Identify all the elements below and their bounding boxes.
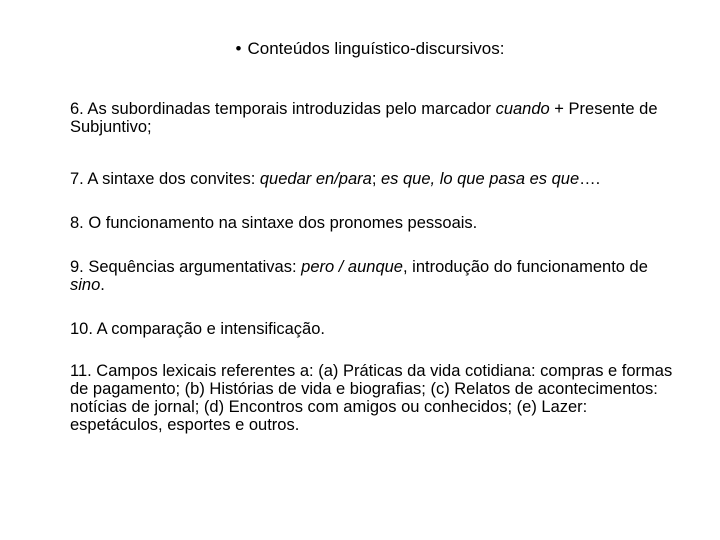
list-item-8 xyxy=(70,214,680,232)
italic-term: quedar en/para xyxy=(259,170,372,188)
item-text: 11. Campos lexicais referentes a: (a) Práticas da vida cotidiana: compras e formas de pagamento; (b) Histórias de vida e biografias; (c) Relatos de acontecimentos: notícias de jornal; (d) Encontros com amigos ou conhecidos; (e) Lazer: espetáculos, esportes e outros. xyxy=(70,362,673,434)
bullet-icon: • xyxy=(235,39,242,58)
italic-term: es que, lo que pasa es que xyxy=(380,170,580,188)
item-text: 7. A sintaxe dos convites: xyxy=(70,170,260,188)
list-item-10 xyxy=(70,320,680,338)
list-item-9 xyxy=(70,258,680,294)
list-item-6 xyxy=(70,100,680,136)
item-text: 8. O funcionamento na sintaxe dos pronomes pessoais. xyxy=(70,214,478,232)
item-text: …. xyxy=(579,170,601,188)
item-text: 6. As subordinadas temporais introduzidas pelo marcador xyxy=(70,100,496,118)
italic-term: pero / aunque xyxy=(301,258,403,276)
item-text: , introdução do funcionamento de xyxy=(402,258,648,276)
list-item-11 xyxy=(70,362,680,434)
item-text: 10. A comparação e intensificação. xyxy=(70,320,325,338)
italic-term: sino xyxy=(70,276,101,294)
slide-heading xyxy=(0,38,720,60)
list-item-7 xyxy=(70,170,680,188)
italic-term: cuando xyxy=(495,100,550,118)
item-text: ; xyxy=(371,170,381,188)
item-text: 9. Sequências argumentativas: xyxy=(70,258,302,276)
item-text: . xyxy=(100,276,105,294)
heading-text: Conteúdos linguístico-discursivos: xyxy=(247,39,505,58)
item-text: + Presente de Subjuntivo; xyxy=(70,100,658,136)
